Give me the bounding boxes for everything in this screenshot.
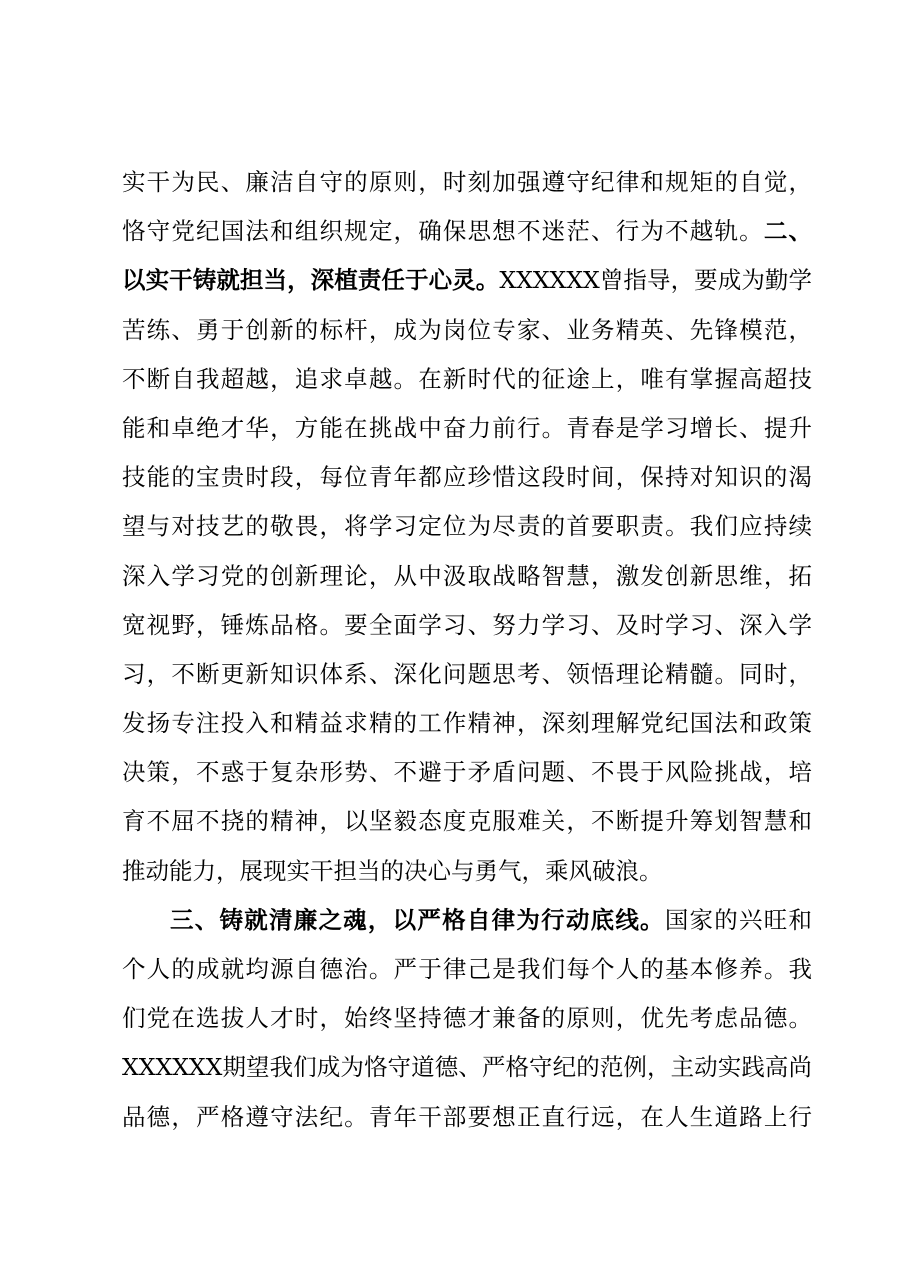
- section-heading: 三、铸就清廉之魂，以严格自律为行动底线。: [170, 905, 665, 934]
- text-line: [122, 355, 812, 404]
- line-text: 能和卓绝才华，方能在挑战中奋力前行。青春是学习增长、提升: [122, 413, 812, 442]
- line-text: 决策，不惑于复杂形势、不避于矛盾问题、不畏于风险挑战，培: [122, 758, 812, 787]
- line-text: 育不屈不挠的精神，以坚毅态度克服难关，不断提升筹划智慧和: [122, 807, 812, 836]
- line-text: 发扬专注投入和精益求精的工作精神，深刻理解党纪国法和政策: [122, 709, 812, 738]
- line-text: 恪守党纪国法和组织规定，确保思想不迷茫、行为不越轨。: [122, 217, 764, 246]
- line-text: 望与对技艺的敬畏，将学习定位为尽责的首要职责。我们应持续: [122, 512, 812, 541]
- text-line: [122, 207, 812, 256]
- text-line: [122, 552, 812, 601]
- text-line: [122, 1043, 812, 1092]
- text-line: [122, 404, 812, 453]
- text-line: [122, 650, 812, 699]
- text-line: [122, 797, 812, 846]
- text-line: [122, 896, 812, 945]
- line-text: 苦练、勇于创新的标杆，成为岗位专家、业务精英、先锋模范，: [122, 315, 812, 344]
- text-line: [122, 847, 812, 896]
- line-text: 品德，严格遵守法纪。青年干部要想正直行远，在人生道路上行: [122, 1102, 812, 1131]
- text-line: [122, 158, 812, 207]
- text-line: [122, 256, 812, 305]
- line-text: 实干为民、廉洁自守的原则，时刻加强遵守纪律和规矩的自觉，: [122, 168, 812, 196]
- section-heading-start: 二、: [763, 217, 813, 246]
- text-line: [122, 453, 812, 502]
- text-line: [122, 601, 812, 650]
- line-text: 个人的成就均源自德治。严于律己是我们每个人的基本修养。我: [122, 955, 812, 983]
- line-text: XXXXXX曾指导，要成为勤学: [499, 266, 812, 295]
- text-line: [122, 748, 812, 797]
- line-text: 推动能力，展现实干担当的决心与勇气，乘风破浪。: [122, 856, 663, 885]
- line-text: XXXXXX期望我们成为恪守道德、严格守纪的范例，主动实践高尚: [122, 1053, 812, 1082]
- section-heading: 以实干铸就担当，深植责任于心灵。: [122, 266, 500, 295]
- text-line: [122, 994, 812, 1043]
- line-text: 国家的兴旺和: [664, 905, 813, 934]
- line-text: 技能的宝贵时段，每位青年都应珍惜这段时间，保持对知识的渴: [122, 463, 812, 492]
- line-text: 们党在选拔人才时，始终坚持德才兼备的原则，优先考虑品德。: [122, 1004, 812, 1033]
- text-line: [122, 502, 812, 551]
- text-line: [122, 1093, 812, 1142]
- text-line: [122, 306, 812, 355]
- line-text: 习，不断更新知识体系、深化问题思考、领悟理论精髓。同时，: [122, 659, 812, 688]
- text-line: [122, 945, 812, 994]
- text-line: [122, 699, 812, 748]
- document-body: [122, 158, 812, 1142]
- line-text: 不断自我超越，追求卓越。在新时代的征途上，唯有掌握高超技: [122, 364, 812, 393]
- line-text: 深入学习党的创新理论，从中汲取战略智慧，激发创新思维，拓: [122, 561, 812, 590]
- line-text: 宽视野，锤炼品格。要全面学习、努力学习、及时学习、深入学: [122, 610, 812, 639]
